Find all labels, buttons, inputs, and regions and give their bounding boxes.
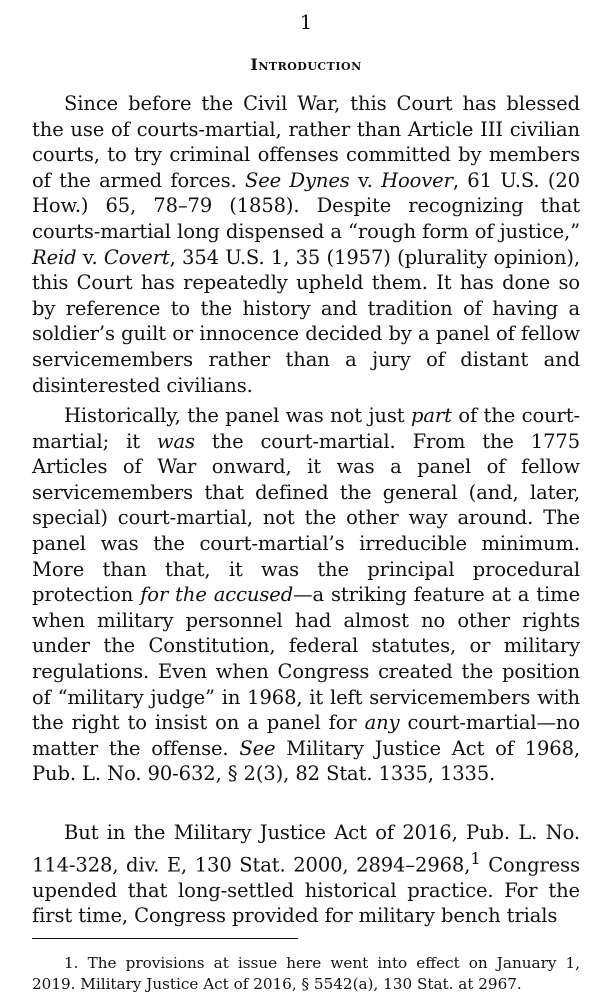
text-run: Military Justice Act of 1968, Pub. L. No. 90-632, § 2(3), 82 Stat. 1335, 1335. (32, 736, 581, 786)
italic-text: any (364, 711, 400, 735)
italic-text: for the accused (140, 583, 294, 607)
text-run: the court-martial. From the 1775 Articles of War onward, it was a panel of fellow servicemembers that defined the general (and, later, special) court-martial, not the other way around. The panel was the court-martial’s irreducible minimum. More than that, it was the principal procedural protection (32, 429, 581, 607)
italic-text: Reid (32, 245, 77, 269)
text-run: v. (76, 245, 104, 269)
text-run: Congress upended that long-settled historical practice. For the first time, Congress provided for military bench trials (32, 853, 580, 928)
text-run: court-martial—no matter the offense. (32, 711, 580, 760)
footnote (32, 953, 580, 995)
text-run: Historically, the panel was not just (64, 404, 411, 427)
paragraph-2 (32, 403, 580, 787)
italic-text: See Dynes (244, 168, 350, 192)
page-number: 1 (299, 10, 313, 34)
text-run: Since before the Civil War, this Court has blessed the use of courts-martial, rather than Article III civilian courts, to try criminal offenses committed by members of the armed forces. (32, 92, 580, 192)
paragraph-3 (32, 820, 580, 929)
footnote-reference[interactable]: 1 (470, 848, 481, 868)
footnote-text: The provisions at issue here went into effect on January 1, 2019. Military Justice Act of 2016, § 5542(a), 130 Stat. at 2967. (32, 954, 580, 993)
text-run: of the court-martial; it (32, 404, 580, 453)
italic-text: part (410, 404, 452, 427)
footnote-divider (32, 938, 298, 939)
text-run: v. (349, 168, 382, 192)
text-run: , 61 U.S. (20 How.) 65, 78–79 (1858). Despite recognizing that courts-martial long dispensed a “rough form of justice,” (32, 168, 580, 243)
footnote-number: 1. (64, 954, 79, 972)
italic-text: See (239, 736, 276, 760)
text-run: But in the Military Justice Act of 2016, Pub. L. No. 114-328, div. E, 130 Stat. 2000, 2894–2968, (32, 821, 580, 877)
italic-text: was (156, 429, 195, 453)
italic-text: Covert (103, 245, 170, 269)
text-run: —a striking feature at a time when military personnel had almost no other rights under the Constitution, federal statutes, or military regulations. Even when Congress created the position of “military judge” in 1968, it left servicemembers with the right to insist on a panel for (32, 583, 581, 735)
section-heading: Introduction (250, 55, 362, 74)
paragraph-1 (32, 91, 580, 398)
italic-text: Hoover (381, 168, 453, 192)
text-run: , 354 U.S. 1, 35 (1957) (plurality opinion), this Court has repeatedly upheld them. It has done so by reference to the history and tradition of having a soldier’s guilt or innocence decided by a panel of fellow servicemembers rather than a jury of distant and disinterested civilians. (32, 245, 581, 397)
